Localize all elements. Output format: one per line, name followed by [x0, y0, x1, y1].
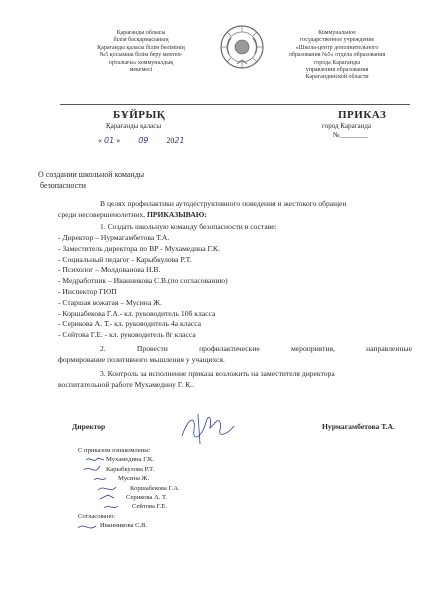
- member-item: - Психолог – Молдованова Н.В.: [58, 265, 161, 275]
- acknowledged-name: Карыбкулова Р.Т.: [106, 465, 155, 473]
- item-2-line: формирование позитивного мышления у учащихся.: [58, 355, 225, 364]
- member-item: - Заместитель директора по ВР - Мухамедина Г.К.: [58, 243, 220, 253]
- header-right-line: «Школа-центр дополнительного: [295, 44, 379, 51]
- member-item: - Инспектор ГЮП: [58, 286, 117, 296]
- acknowledged-name: Мухамедина Г.К.: [106, 456, 154, 464]
- header-left-line: білім басқармасының: [113, 37, 169, 44]
- agreed-name: Иванникова С.В.: [100, 522, 148, 530]
- acknowledged-name: Коршабекова Г.А.: [130, 484, 180, 492]
- preamble-line: В целях профилактики аутодеструктивного поведения и жестокого обращен: [100, 199, 347, 208]
- date-quote-close: »: [116, 136, 121, 145]
- member-item: - Социальный педагог - Карыбкулова Р.Т.: [58, 254, 192, 264]
- header-left-line: мекемесі: [129, 67, 153, 74]
- order-title-kz: БҰЙРЫҚ: [113, 109, 166, 121]
- order-city-ru: город Караганда: [322, 122, 371, 130]
- header-right-line: образования №5» отдела образования: [288, 52, 386, 59]
- member-item: - Директор – Нурмагамбетова Т.А.: [58, 233, 170, 242]
- header-right-line: Коммунальное: [318, 30, 356, 36]
- acknowledged-name: Сейтова Г.Е.: [132, 503, 168, 511]
- header-right-line: города Караганды: [313, 59, 361, 66]
- acknowledged-name: Мусина Ж.: [118, 475, 150, 483]
- header-right-line: государственное учреждение: [299, 37, 375, 44]
- director-name: Нурмагамбетова Т.А.: [322, 422, 395, 431]
- item-3-line: воспитательной работе Мухамедину Г. К..: [58, 380, 195, 389]
- date-year-prefix: 20: [166, 136, 175, 145]
- order-number: №________: [333, 131, 368, 139]
- member-item: - Старшая вожатая – Мусина Ж.: [58, 297, 162, 307]
- order-title-ru: ПРИКАЗ: [338, 109, 387, 121]
- subject-line: безопасности: [40, 180, 86, 190]
- header-right-line: управления образования: [305, 67, 369, 74]
- agreed-heading: Согласовано:: [78, 512, 116, 520]
- preamble-bold: ПРИКАЗЫВАЮ:: [146, 210, 207, 219]
- date-year-suffix: 21: [174, 136, 185, 145]
- item-2-line: 2. Провести профилактические мероприятия, направленные: [100, 344, 412, 353]
- date-day: 01: [104, 136, 115, 145]
- header-right-line: Карагандинской области: [305, 74, 369, 81]
- preamble-line: [58, 210, 207, 221]
- member-item: - Серикова А. Т.- кл. руководитель 4а класса: [58, 319, 202, 329]
- member-item: - Медработник – Иванникова С.В.(по согласованию): [58, 276, 228, 286]
- header-left-line: орталығы» коммуналдық: [108, 59, 174, 66]
- acknowledged-name: Серикова А. Т.: [126, 494, 168, 502]
- item-1: 1. Создать школьную команду безопасности в составе:: [100, 222, 277, 231]
- director-signature: [178, 408, 238, 448]
- order-city-kz: Қарағанды қаласы: [106, 122, 162, 130]
- acknowledged-heading: С приказом ознакомлены:: [78, 447, 151, 454]
- date-month: 09: [138, 136, 149, 145]
- header-left-line: Қарағанды облысы: [116, 30, 166, 36]
- members-list: [58, 233, 228, 341]
- header-left-line: Қарағанды қаласы білім бөлімінің: [97, 44, 185, 51]
- header-left-line: №5 қосымша білім беру мектеп-: [99, 52, 183, 59]
- subject-line: О создании школьной команды: [38, 170, 145, 179]
- acknowledgement-initials: [76, 452, 136, 542]
- member-item: - Сейтова Г.Е. - кл. руководитель 8г класса: [58, 330, 196, 340]
- director-title: Директор: [72, 422, 106, 431]
- item-3-line: 3. Контроль за исполнение приказа возложить на заместителя директора: [100, 369, 335, 378]
- date-quote-open: «: [98, 136, 102, 145]
- preamble-text: среди несовершенолетних,: [58, 210, 146, 219]
- member-item: - Коршабекова Г.А.- кл. руководитель 10б класса: [58, 308, 216, 318]
